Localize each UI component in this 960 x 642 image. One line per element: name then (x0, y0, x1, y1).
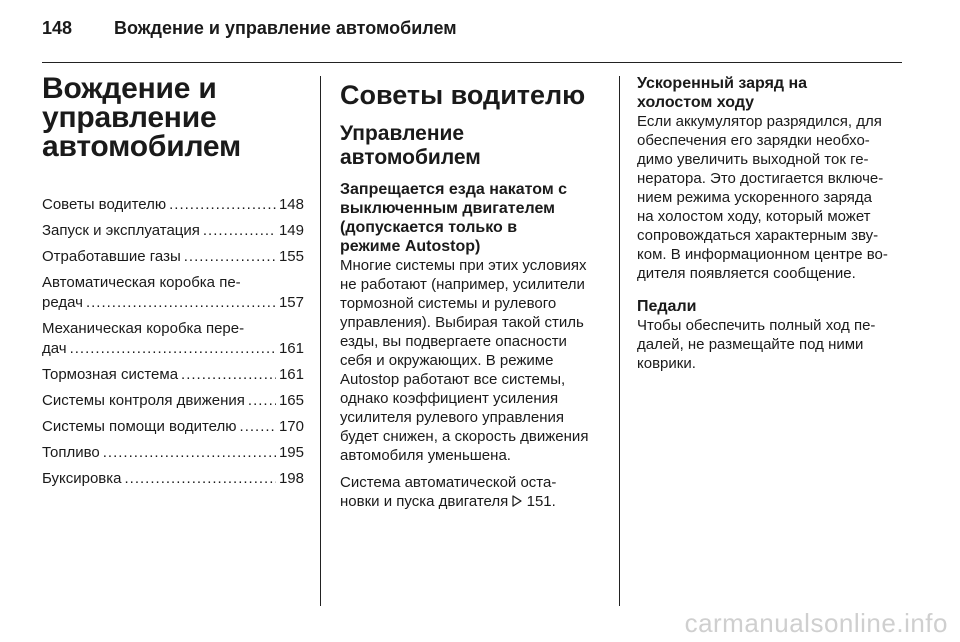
text-line: Autostop работают все системы, (340, 371, 566, 388)
toc-page-number: 195 (278, 444, 304, 461)
toc-leader-dots (70, 339, 276, 359)
text-line: сопровождаться характерным зву- (637, 227, 879, 244)
idle-charge-paragraph (637, 112, 903, 283)
toc-leader-dots (103, 443, 276, 463)
toc-entry-label: Механическая коробка пере- (42, 320, 245, 337)
text-line: Чтобы обеспечить полный ход пе- (637, 317, 876, 334)
text-line: автомобиля уменьшена. (340, 447, 511, 464)
page-header (42, 18, 457, 39)
text-line: будет снижен, а скорость движения (340, 428, 589, 445)
heading-line: (допускается только в (340, 219, 518, 236)
watermark: carmanualsonline.info (684, 608, 948, 638)
chapter-title (42, 74, 304, 161)
subsection-title-line: Управление (340, 122, 465, 145)
toc-entry-towing[interactable] (42, 469, 304, 489)
page-reference-link[interactable]: 151. (526, 493, 556, 510)
autostop-heading (340, 180, 604, 256)
right-column (637, 74, 903, 381)
section-title: Советы водителю (340, 80, 586, 110)
toc-entry-driver-assistance[interactable] (42, 417, 304, 437)
heading-line: Запрещается езда накатом с (340, 181, 568, 198)
main-column (340, 74, 604, 519)
text-line: себя и окружающих. В режиме (340, 352, 554, 369)
text-line: Многие системы при этих условиях (340, 257, 587, 274)
toc-leader-dots (240, 417, 276, 437)
pedals-heading: Педали (637, 298, 697, 315)
toc-entry-label: Тормозная система (42, 366, 179, 383)
column-divider-2 (619, 76, 620, 606)
toc-leader-dots (181, 365, 276, 385)
autostop-reference-paragraph (340, 473, 604, 511)
header-rule (42, 62, 902, 63)
heading-line: выключенным двигателем (340, 200, 555, 217)
text-line: Если аккумулятор разрядился, для (637, 113, 882, 130)
text-line: не работают (например, усилители (340, 276, 585, 293)
heading-line: холостом ходу (637, 94, 755, 111)
toc-entry-label: Отработавшие газы (42, 248, 181, 265)
toc-entry-label: Системы помощи водителю (42, 418, 237, 435)
toc-page-number: 149 (278, 222, 304, 239)
text-fragment: новки и пуска двигателя (340, 493, 509, 510)
chapter-title-line: управление (42, 101, 217, 134)
toc-entry-label-cont: редач (42, 294, 83, 311)
text-line: езды, вы подвергаете опасности (340, 333, 567, 350)
toc-entry-brakes[interactable] (42, 365, 304, 385)
text-line: однако коэффициент усиления (340, 390, 559, 407)
text-line: ком. В информационном центре во- (637, 246, 888, 263)
text-line: на холостом ходу, который может (637, 208, 871, 225)
toc-entry-label-cont: дач (42, 340, 67, 357)
toc-entry-manual-transmission[interactable] (42, 319, 304, 359)
chapter-heading: Вождение и управление автомобилем (114, 18, 457, 38)
toc-entry-label: Автоматическая коробка пе- (42, 274, 241, 291)
toc-entry-ride-control[interactable] (42, 391, 304, 411)
text-line (340, 492, 604, 511)
text-line: нератора. Это достигается включе- (637, 170, 884, 187)
text-line: обеспечения его зарядки необхо- (637, 132, 870, 149)
text-line: Система автоматической оста- (340, 474, 557, 491)
text-line: управления). Выбирая такой стиль (340, 314, 584, 331)
toc-leader-dots (86, 293, 276, 313)
toc-page-number: 155 (278, 248, 304, 265)
text-line: нием режима ускоренного заряда (637, 189, 872, 206)
toc-page-number: 148 (278, 196, 304, 213)
heading-line: Ускоренный заряд на (637, 75, 808, 92)
column-divider-1 (320, 76, 321, 606)
chapter-title-line: Вождение и (42, 72, 217, 105)
toc-entry-fuel[interactable] (42, 443, 304, 463)
heading-line: режиме Autostop) (340, 238, 481, 255)
toc-page-number: 170 (278, 418, 304, 435)
chapter-title-line: автомобилем (42, 130, 241, 163)
pedals-paragraph (637, 316, 903, 373)
text-line: дителя появляется сообщение. (637, 265, 856, 282)
subsection-title-line: автомобилем (340, 146, 481, 169)
toc-page-number: 161 (278, 340, 304, 357)
toc-page-number: 165 (278, 392, 304, 409)
page-reference-icon (512, 493, 522, 505)
toc-page-number: 198 (278, 470, 304, 487)
toc-leader-dots (169, 195, 276, 215)
toc-entry-driving-tips[interactable] (42, 195, 304, 215)
text-line: димо увеличить выходной ток ге- (637, 151, 869, 168)
text-line: далей, не размещайте под ними (637, 336, 864, 353)
toc-entry-exhaust[interactable] (42, 247, 304, 267)
toc-entry-label: Буксировка (42, 470, 122, 487)
toc-page-number: 157 (278, 294, 304, 311)
toc-entry-label: Советы водителю (42, 196, 167, 213)
toc-page-number: 161 (278, 366, 304, 383)
toc-leader-dots (203, 221, 276, 241)
toc-entry-label: Запуск и эксплуатация (42, 222, 200, 239)
toc-entry-label: Системы контроля движения (42, 392, 245, 409)
toc-leader-dots (125, 469, 276, 489)
subsection-title (340, 122, 604, 170)
toc-entry-automatic-transmission[interactable] (42, 273, 304, 313)
toc-column (42, 74, 304, 495)
text-line: тормозной системы и рулевого (340, 295, 557, 312)
toc-entry-starting[interactable] (42, 221, 304, 241)
idle-charge-heading (637, 74, 903, 112)
page-number: 148 (42, 18, 73, 38)
toc-leader-dots (184, 247, 276, 267)
toc-entry-label: Топливо (42, 444, 100, 461)
text-line: коврики. (637, 355, 696, 372)
autostop-paragraph (340, 256, 604, 465)
text-line: усилителя рулевого управления (340, 409, 564, 426)
toc-leader-dots (248, 391, 276, 411)
